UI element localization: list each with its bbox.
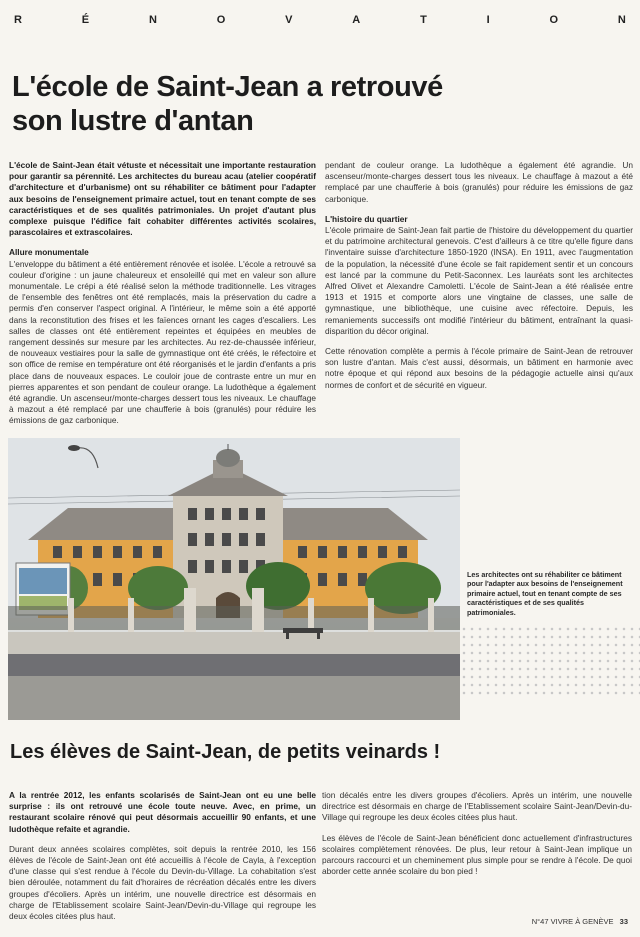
section-letter: N bbox=[148, 14, 157, 26]
article-column-left bbox=[9, 160, 316, 426]
photo-caption: Les architectes ont su réhabiliter ce bâtiment pour l'adapter aux besoins de l'enseignement primaire actuel, tout en tenant compte de ses caractéristiques et de ses qualités patrimoniales. bbox=[467, 570, 623, 617]
article2-column-left bbox=[9, 790, 316, 922]
section-letter: I bbox=[486, 14, 490, 26]
magazine-name: VIVRE À GENÈVE bbox=[550, 917, 614, 926]
section-label bbox=[14, 14, 626, 26]
article-title: L'école de Saint-Jean a retrouvé son lustre d'antan bbox=[12, 71, 443, 137]
section-letter: R bbox=[14, 14, 22, 26]
section-letter: O bbox=[216, 14, 226, 26]
issue-number: N°47 bbox=[531, 917, 549, 926]
school-photo bbox=[8, 438, 460, 720]
article2-title: Les élèves de Saint-Jean, de petits veinards ! bbox=[10, 741, 441, 763]
section-letter: O bbox=[549, 14, 559, 26]
school-building-illustration bbox=[8, 438, 460, 720]
section-body-allure-continued: pendant de couleur orange. La ludothèque a également été agrandie. Un ascenseur/monte-charges dessert tous les niveaux. Le chauffage à mazout a été remplacé par une chaufferie à bois (granulés) pour réduire les émissions de gaz carbonique. bbox=[325, 160, 633, 204]
section-heading-allure: Allure monumentale bbox=[9, 247, 89, 258]
article2-body1: Durant deux années scolaires complètes, soit depuis la rentrée 2010, les 156 élèves de l'école de Saint-Jean ont été accueillis à l'école de Cayla, à l'exception d'une classe qui s'est rendue à l'école du Devin-du-Village. La cohabitation s'est bien déroulée, notamment du fait d'horaires de récréation décalés entre les divers groupes d'écoliers. Après un intérim, une nouvelle directrice est désormais en charge de l'Etablissement scolaire Saint-Jean/Devin-du-Village qui regroupe les deux écoles citées plus haut. bbox=[9, 843, 316, 922]
article-lead: L'école de Saint-Jean était vétuste et nécessitait une importante restauration pour garantir sa pérennité. Les architectes du bureau acau (atelier coopératif d'architecture et d'urbanisme) ont su réhabiliter ce bâtiment pour l'adapter aux besoins de l'enseignement primaire actuel, tout en tenant compte de ses caractéristiques et de ses qualités patrimoniales. Un projet d'autant plus complexe puisque l'édifice fait cohabiter différentes activités scolaires, parascolaires et extrascolaires. bbox=[9, 160, 316, 238]
section-body-allure: L'enveloppe du bâtiment a été entièrement rénovée et isolée. L'école a retrouvé sa couleur d'origine : un jaune chaleureux et ensoleillé qui met en valeur son allure monumentale. Le crépi a été réalisé selon la méthode traditionnelle. Les vitrages de l'ensemble des fenêtres ont été remplacés, mais la préservation du cadre a permis d'en conserver l'aspect original. A l'intérieur, le même soin a été apporté dans la reconstitution des frises et les faïences ornant les cages d'escaliers. Les salles de classes ont été entièrement repeintes et équipées en meubles de rangement dessinés sur mesure par les architectes. Au rez-de-chaussée inférieur, de nouveaux vestiaires pour la salle de gymnastique ont été créés, le réfectoire et son office de remise en température ont été réorganisés et le jardin d'enfants a pris place dans de nouveaux espaces. Le couloir joue de contraste entre un mur en pierres apparentes et son pendant de couleur orange. La ludothèque a également été agrandie. Un ascenseur/monte-charges dessert tous les niveaux. Le chauffage à mazout a été remplacé par une chaufferie à bois (granulés) pour réduire les émissions de gaz carbonique. bbox=[9, 258, 316, 426]
article2-column-right bbox=[322, 790, 632, 886]
section-body-histoire: L'école primaire de Saint-Jean fait partie de l'histoire du développement du quartier et du patrimoine architectural genevois. C'est d'ailleurs à ce titre qu'elle figure dans l'inventaire suisse d'architecture 1850-1920 (INSA). En 1911, avec l'augmentation de la population, la nécessité d'une école se fait rapidement sentir et un concours est lancé par la commune du Petit-Saconnex. Les lauréats sont les architectes Alfred Olivet et Alexandre Camoletti. L'école de Saint-Jean a été réalisée entre 1913 et 1915 et comporte alors une vingtaine de classes, une salle de gymnastique, une bibliothèque, une cuisine avec réfectoire. Depuis, les remaniements successifs ont modifié l'intérieur du bâtiment, entraînant la quasi-disparition du décor original. bbox=[325, 225, 633, 336]
page-footer bbox=[532, 917, 628, 926]
page-number: 33 bbox=[619, 917, 628, 926]
section-letter: T bbox=[420, 14, 427, 26]
section-letter: A bbox=[352, 14, 361, 26]
decorative-dot-pattern bbox=[460, 625, 640, 697]
article2-body2: Les élèves de l'école de Saint-Jean bénéficient donc actuellement d'infrastructures scolaires complètement rénovées. De plus, leur retour à Saint-Jean implique un parcours raccourci et un cheminement plus simple pour se rendre à l'école. De quoi aborder cette année scolaire du bon pied ! bbox=[322, 832, 632, 877]
article-column-right bbox=[325, 160, 633, 400]
section-heading-histoire: L'histoire du quartier bbox=[325, 213, 408, 224]
section-letter: N bbox=[617, 14, 626, 26]
article2-lead: A la rentrée 2012, les enfants scolarisés de Saint-Jean ont eu une belle surprise : ils ont retrouvé une école toute neuve. Avec, en prime, un restaurant scolaire rénové qui peut désormais accueillir 90 enfants, et une ludothèque refaite et agrandie. bbox=[9, 790, 316, 834]
article2-body1-continued: tion décalés entre les divers groupes d'écoliers. Après un intérim, une nouvelle directrice est désormais en charge de l'Etablissement scolaire Saint-Jean/Devin-du-Village qui regroupe les deux écoles citées plus haut. bbox=[322, 790, 632, 823]
section-letter: V bbox=[285, 14, 293, 26]
section-closing: Cette rénovation complète a permis à l'école primaire de Saint-Jean de retrouver son lustre d'antan. Mais c'est aussi, désormais, un bâtiment en harmonie avec notre époque et qui répond aux besoins de la pédagogie actuelle ainsi qu'aux normes de confort et de sécurité en vigueur. bbox=[325, 346, 633, 390]
section-letter: É bbox=[81, 14, 90, 26]
